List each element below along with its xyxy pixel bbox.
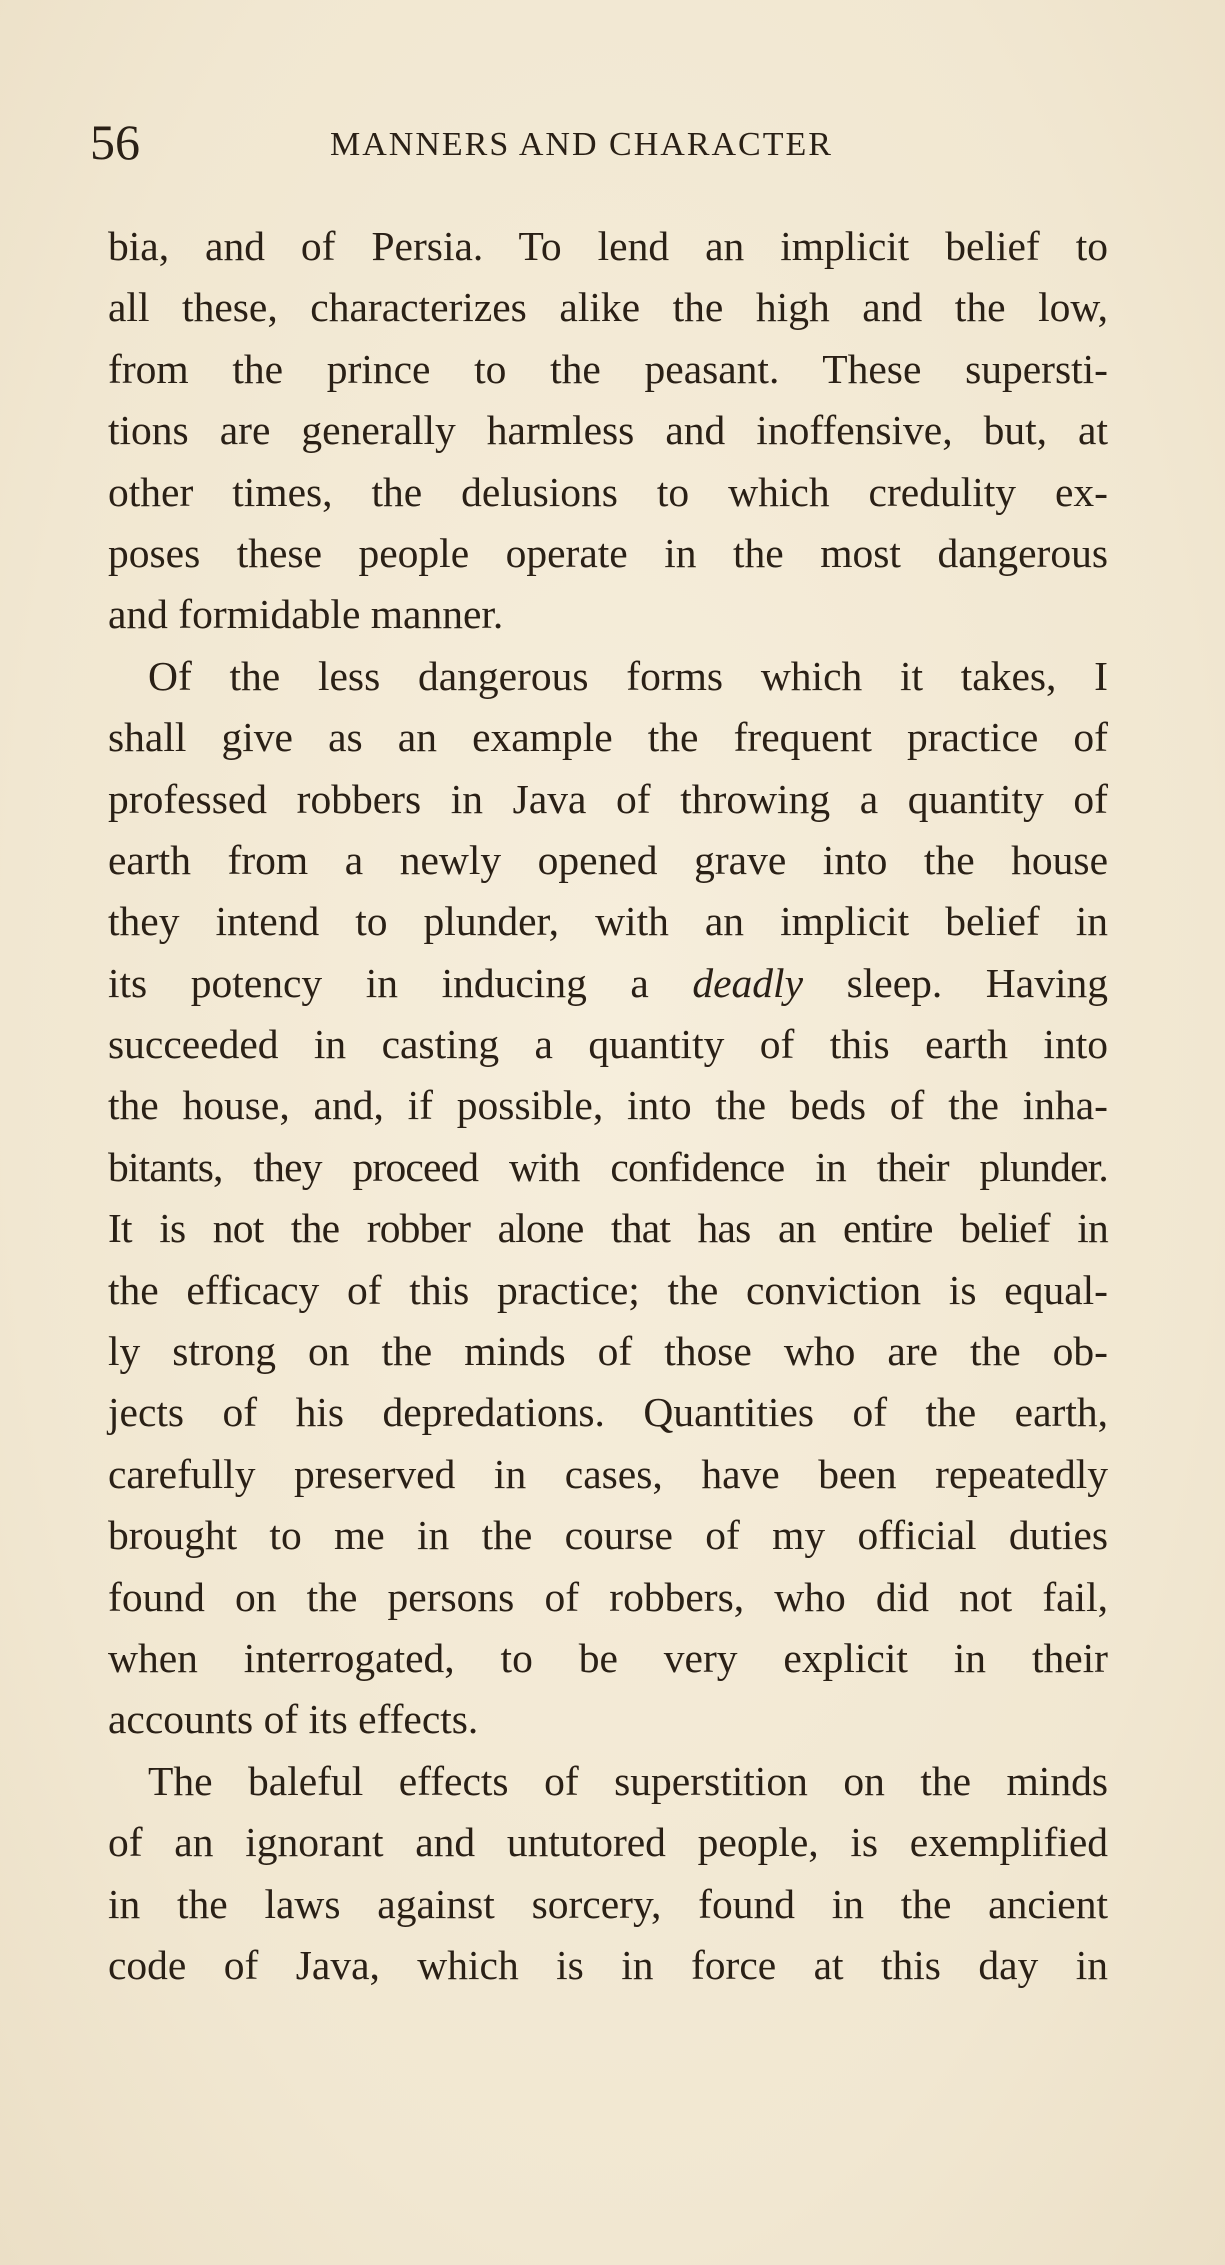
paragraph-start-line: The baleful effects of superstition on the minds (148, 1757, 1108, 1804)
text-line: bitants, they proceed with confidence in their plunder. (108, 1143, 1108, 1190)
text-line: carefully preserved in cases, have been repeatedly (108, 1450, 1108, 1497)
text-line: succeeded in casting a quantity of this earth into (108, 1021, 1108, 1068)
text-line: other times, the delusions to which credulity ex- (108, 468, 1108, 515)
text-line: It is not the robber alone that has an entire belief in (108, 1205, 1108, 1252)
italic-word: deadly (692, 959, 804, 1006)
text-line: all these, characterizes alike the high and the low, (108, 284, 1108, 331)
running-head: MANNERS AND CHARACTER (330, 126, 833, 163)
page-number: 56 (90, 114, 140, 170)
text-line: found on the persons of robbers, who did not fail, (108, 1573, 1108, 1620)
text-line: from the prince to the peasant. These supersti- (108, 345, 1108, 392)
text-line: accounts of its effects. (108, 1696, 479, 1743)
text-line: of an ignorant and untutored people, is exemplified (108, 1819, 1108, 1866)
text-line: shall give as an example the frequent practice of (108, 714, 1108, 761)
body-text (108, 216, 1108, 1996)
page-header (90, 112, 1140, 172)
text-line: professed robbers in Java of throwing a quantity of (108, 775, 1108, 822)
text-line: jects of his depredations. Quantities of the earth, (108, 1389, 1108, 1436)
text-line: in the laws against sorcery, found in the ancient (108, 1880, 1108, 1927)
text-segment: sleep. Having (803, 959, 1108, 1006)
text-line: ly strong on the minds of those who are the ob- (108, 1328, 1108, 1375)
text-line: poses these people operate in the most dangerous (108, 529, 1108, 576)
text-line: tions are generally harmless and inoffensive, but, at (108, 407, 1108, 454)
text-line: code of Java, which is in force at this day in (108, 1941, 1108, 1988)
text-line-emphasis (108, 953, 1108, 1014)
text-line: when interrogated, to be very explicit in their (108, 1634, 1108, 1681)
paragraph-start-line: Of the less dangerous forms which it takes, I (148, 652, 1108, 699)
text-line: bia, and of Persia. To lend an implicit belief to (108, 223, 1108, 269)
text-line: brought to me in the course of my official duties (108, 1512, 1108, 1559)
text-line: they intend to plunder, with an implicit belief in (108, 898, 1108, 945)
text-line: the house, and, if possible, into the beds of the inha- (108, 1082, 1108, 1129)
text-line: the efficacy of this practice; the conviction is equal- (108, 1266, 1108, 1313)
text-line: earth from a newly opened grave into the house (108, 836, 1108, 883)
text-segment: its potency in inducing a (108, 959, 693, 1006)
text-line: and formidable manner. (108, 591, 504, 638)
